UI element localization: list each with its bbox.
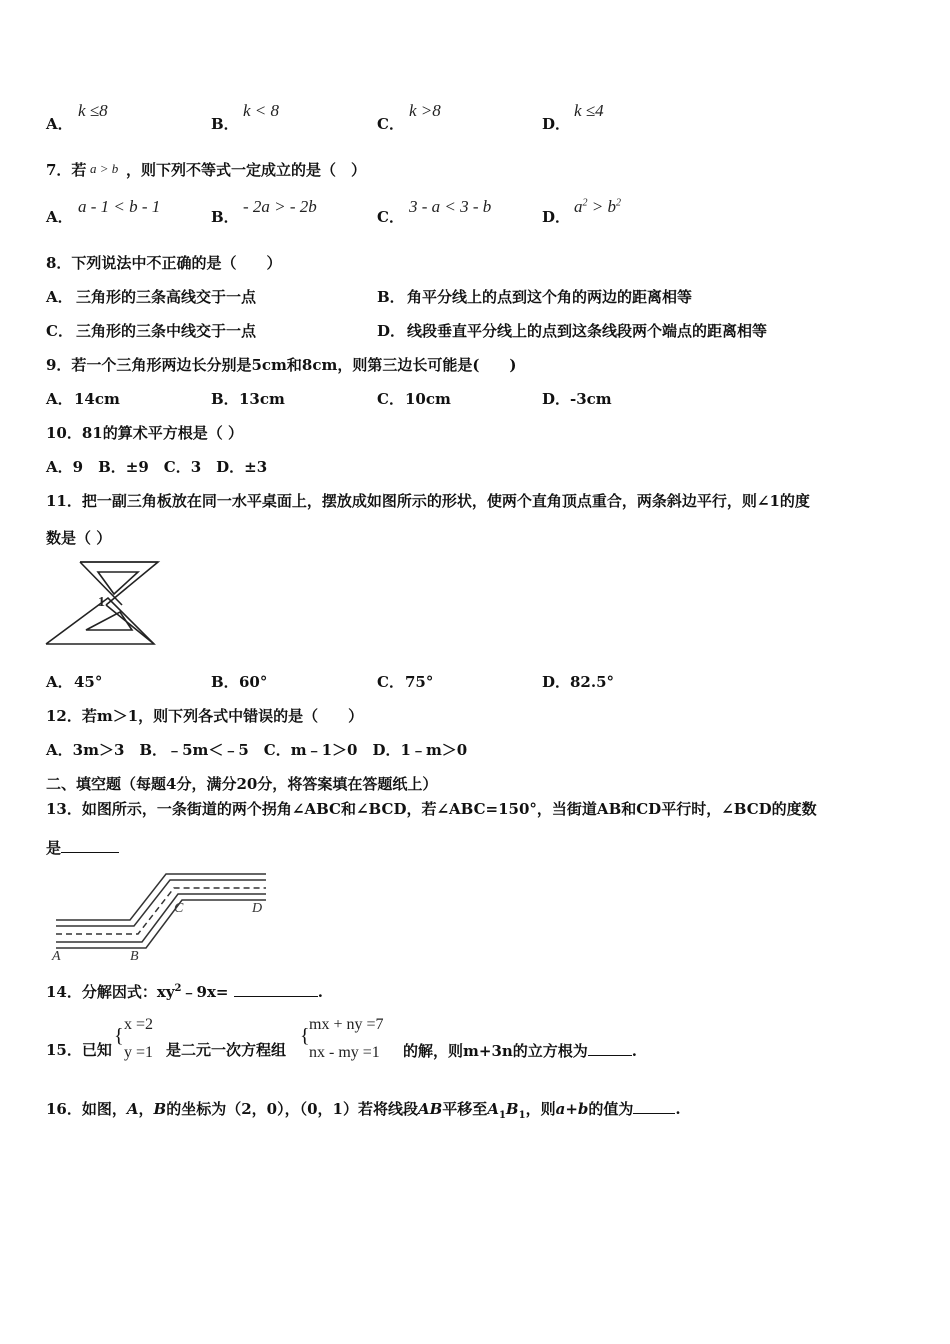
q13-label-b: B bbox=[130, 949, 139, 964]
q12-options[interactable]: A．3m＞3 B．﹣5m＜﹣5 C．m﹣1＞0 D．1﹣m＞0 bbox=[46, 741, 468, 759]
q7-option-b-expr: - 2a > - 2b bbox=[243, 197, 317, 216]
q14-stem: 14．分解因式：$xy^2﹣9x=$ . bbox=[46, 983, 323, 1001]
q9-stem: 9．若一个三角形两边长分别是5cm和8cm，则第三边长可能是( ) bbox=[46, 356, 517, 374]
q7-option-b-label[interactable]: B． bbox=[211, 208, 239, 226]
q11-option-b-text: 60° bbox=[239, 673, 268, 691]
q10-options[interactable]: A．9 B．±9 C．3 D．±3 bbox=[46, 458, 268, 476]
q11-option-a-label[interactable]: A． bbox=[46, 673, 73, 691]
q11-option-c-label[interactable]: C． bbox=[377, 673, 404, 691]
q9-option-d-text: -3cm bbox=[570, 390, 612, 408]
q15-system1-line2: y =1 bbox=[124, 1044, 154, 1061]
q8-stem: 8．下列说法中不正确的是（ ） bbox=[46, 254, 282, 272]
q13-answer-blank[interactable] bbox=[61, 840, 119, 853]
q11-top-triangle bbox=[80, 562, 158, 605]
q16-answer-blank[interactable] bbox=[633, 1101, 675, 1114]
q7-option-d-label[interactable]: D． bbox=[542, 208, 571, 226]
q8-option-b-text: 角平分线上的点到这个角的两边的距离相等 bbox=[407, 288, 693, 306]
q9-option-d-label[interactable]: D． bbox=[542, 390, 571, 408]
q15-brace-1: { bbox=[114, 1025, 124, 1047]
q7-option-a-expr: a - 1 < b - 1 bbox=[78, 197, 161, 216]
q10-stem: 10．81的算术平方根是（ ） bbox=[46, 424, 243, 442]
q8-option-a-text: 三角形的三条高线交于一点 bbox=[76, 288, 257, 306]
q6-option-c-expr: k >8 bbox=[409, 101, 441, 120]
q14-answer-blank[interactable] bbox=[234, 984, 318, 997]
q11-option-a-text: 45° bbox=[74, 673, 103, 691]
q7-stem-suffix: ，则下列不等式一定成立的是（ ） bbox=[126, 161, 367, 179]
q8-option-c-text: 三角形的三条中线交于一点 bbox=[76, 322, 257, 340]
q13-stem-line1: 13．如图所示，一条街道的两个拐角∠ABC和∠BCD，若∠ABC=150°，当街道AB和CD平行时，∠BCD的度数 bbox=[46, 800, 817, 818]
q11-option-b-label[interactable]: B． bbox=[211, 673, 239, 691]
q9-option-c-text: 10cm bbox=[405, 390, 451, 408]
q7-stem-math: a > b bbox=[90, 161, 119, 176]
q6-option-d-label[interactable]: D． bbox=[542, 115, 571, 133]
q11-angle-label: 1 bbox=[98, 595, 105, 610]
q6-option-c-label[interactable]: C． bbox=[377, 115, 404, 133]
q15-system2-line2: nx - my =1 bbox=[309, 1044, 380, 1061]
q11-option-d-label[interactable]: D． bbox=[542, 673, 571, 691]
q12-stem: 12．若m＞1，则下列各式中错误的是（ ） bbox=[46, 707, 364, 725]
q13-label-c: C bbox=[174, 901, 184, 916]
q15-system2-line1: mx + ny =7 bbox=[309, 1016, 384, 1033]
q7-option-a-label[interactable]: A． bbox=[46, 208, 73, 226]
q8-option-a-label[interactable]: A． bbox=[46, 288, 73, 306]
q9-option-a-text: 14cm bbox=[74, 390, 120, 408]
q11-option-c-text: 75° bbox=[405, 673, 434, 691]
q16-stem: 16．如图，A，B的坐标为（2，0），（0，1）若将线段AB平移至$A_1B_1$，则a+b的值为 . bbox=[46, 1100, 681, 1121]
q6-option-b-label[interactable]: B． bbox=[211, 115, 239, 133]
q13-stem-line2: 是 bbox=[46, 840, 119, 856]
q6-option-b-expr: k < 8 bbox=[243, 101, 280, 120]
q8-option-d-label[interactable]: D． bbox=[377, 322, 406, 340]
q9-option-c-label[interactable]: C． bbox=[377, 390, 404, 408]
q8-option-c-label[interactable]: C． bbox=[46, 322, 73, 340]
q9-option-b-label[interactable]: B． bbox=[211, 390, 239, 408]
q8-option-d-text: 线段垂直平分线上的点到这条线段两个端点的距离相等 bbox=[407, 322, 768, 340]
q15-prefix: 15．已知 bbox=[46, 1041, 112, 1059]
q7-option-c-label[interactable]: C． bbox=[377, 208, 404, 226]
q11-option-d-text: 82.5° bbox=[570, 673, 615, 691]
q7-option-d-expr: $a^2 > b^2$ bbox=[574, 197, 621, 216]
q9-option-b-text: 13cm bbox=[239, 390, 285, 408]
q6-option-a-expr: k ≤8 bbox=[78, 101, 108, 120]
q13-label-d: D bbox=[252, 901, 263, 916]
q9-option-a-label[interactable]: A． bbox=[46, 390, 73, 408]
q15-suffix: 的解，则m+3n的立方根为 . bbox=[403, 1042, 638, 1060]
q15-answer-blank[interactable] bbox=[588, 1043, 632, 1056]
q15-brace-2: { bbox=[300, 1025, 310, 1047]
q15-system1-line1: x =2 bbox=[124, 1016, 154, 1033]
q6-option-a-label[interactable]: A． bbox=[46, 115, 73, 133]
q11-triangle-figure bbox=[40, 558, 165, 650]
section-heading: 二、填空题（每题4分，满分20分，将答案填在答题纸上） bbox=[46, 775, 438, 793]
q6-option-d-expr: k ≤4 bbox=[574, 101, 604, 120]
q8-option-b-label[interactable]: B． bbox=[377, 288, 405, 306]
q7-stem-prefix: 7．若 bbox=[46, 161, 87, 179]
q11-stem-line1: 11．把一副三角板放在同一水平桌面上，摆放成如图所示的形状，使两个直角顶点重合，两条斜边平行，则∠1的度 bbox=[46, 492, 810, 510]
q15-middle: 是二元一次方程组 bbox=[166, 1041, 287, 1059]
q7-option-c-expr: 3 - a < 3 - b bbox=[409, 197, 492, 216]
q13-label-a: A bbox=[52, 949, 61, 964]
q13-street-figure bbox=[48, 868, 273, 964]
q11-stem-line2: 数是（ ） bbox=[46, 529, 112, 547]
